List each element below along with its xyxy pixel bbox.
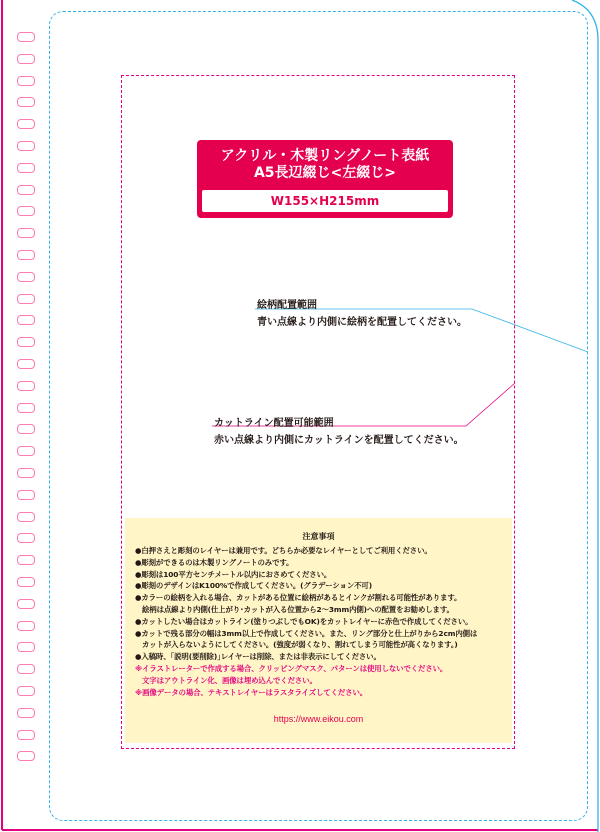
product-size: W155×H215mm — [202, 190, 448, 212]
ring-hole — [17, 599, 35, 609]
notice-item: 文字はアウトライン化、画像は埋め込んでください。 — [142, 675, 317, 685]
notice-item: ●カラーの絵柄を入れる場合、カットがある位置に絵柄があるとインクが割れる可能性があります。 — [135, 593, 462, 603]
ring-hole — [17, 206, 35, 216]
ring-hole — [17, 54, 35, 64]
notice-title: 注意事項 — [302, 532, 335, 541]
ring-hole — [17, 337, 35, 347]
ring-hole — [17, 272, 35, 282]
ring-hole — [17, 533, 35, 543]
cutline-area-description: 赤い点線より内側にカットラインを配置してください。 — [214, 435, 464, 446]
product-subtitle: A5長辺綴じ<左綴じ> — [253, 165, 397, 181]
notice-item: ●入稿時、｢説明(要削除)｣レイヤーは削除、または非表示にしてください。 — [135, 652, 381, 662]
notice-item: カットが入らないようにしてください。(強度が弱くなり、割れてしまう可能性が高くなります。) — [142, 640, 458, 650]
ring-hole — [17, 163, 35, 173]
notice-item: 絵柄は点線より内側(仕上がり･カットが入る位置から2～3mm内側)への配置をお勧めします。 — [142, 604, 454, 614]
ring-holes — [17, 32, 39, 773]
notice-item: ●カットしたい場合はカットライン(塗りつぶしでもOK)をカットレイヤーに赤色で作成してください。 — [135, 616, 473, 626]
ring-hole — [17, 76, 35, 86]
ring-hole — [17, 424, 35, 434]
product-title: アクリル・木製リングノート表紙 — [220, 148, 430, 164]
ring-hole — [17, 32, 35, 42]
ring-hole — [17, 468, 35, 478]
ring-hole — [17, 359, 35, 369]
notice-list — [135, 545, 510, 698]
ring-hole — [17, 315, 35, 325]
notice-item: ※画像データの場合、テキストレイヤーはラスタライズしてください。 — [135, 687, 368, 697]
ring-hole — [17, 185, 35, 195]
ring-hole — [17, 119, 35, 129]
design-area-heading: 絵柄配置範囲 — [257, 300, 317, 311]
ring-hole — [17, 730, 35, 740]
notice-item: ●カットで残る部分の幅は3mm以上で作成してください。また、リング部分と仕上がりから2cm内側は — [135, 628, 478, 638]
ring-hole — [17, 708, 35, 718]
notice-panel — [125, 518, 512, 743]
notice-item: ●白押さえと彫刻のレイヤーは兼用です。どちらか必要なレイヤーとしてご利用ください。 — [135, 546, 432, 555]
notice-item: ※イラストレーターで作成する場合、クリッピングマスク、パターンは使用しないでください。 — [135, 663, 448, 673]
ring-hole — [17, 250, 35, 260]
ring-hole — [17, 686, 35, 696]
ring-hole — [17, 446, 35, 456]
ring-hole — [17, 642, 35, 652]
website-url: https://www.eikou.com — [273, 714, 364, 724]
ring-hole — [17, 403, 35, 413]
ring-hole — [17, 141, 35, 151]
product-title-box — [197, 140, 453, 218]
ring-hole — [17, 577, 35, 587]
notice-item: ●彫刻ができるのは木製リングノートのみです。 — [135, 557, 294, 567]
ring-hole — [17, 621, 35, 631]
ring-hole — [17, 228, 35, 238]
cutline-area-heading: カットライン配置可能範囲 — [214, 418, 334, 429]
ring-hole — [17, 512, 35, 522]
notice-item: ●彫刻のデザインはK100%で作成してください。(グラデーション不可) — [135, 581, 372, 591]
notice-item: ●彫刻は100平方センチメートル以内におさめてください。 — [135, 569, 332, 579]
ring-hole — [17, 664, 35, 674]
ring-hole — [17, 490, 35, 500]
ring-hole — [17, 97, 35, 107]
ring-hole — [17, 381, 35, 391]
ring-hole — [17, 555, 35, 565]
ring-hole — [17, 751, 35, 761]
design-area-description: 青い点線より内側に絵柄を配置してください。 — [257, 317, 467, 328]
ring-hole — [17, 294, 35, 304]
